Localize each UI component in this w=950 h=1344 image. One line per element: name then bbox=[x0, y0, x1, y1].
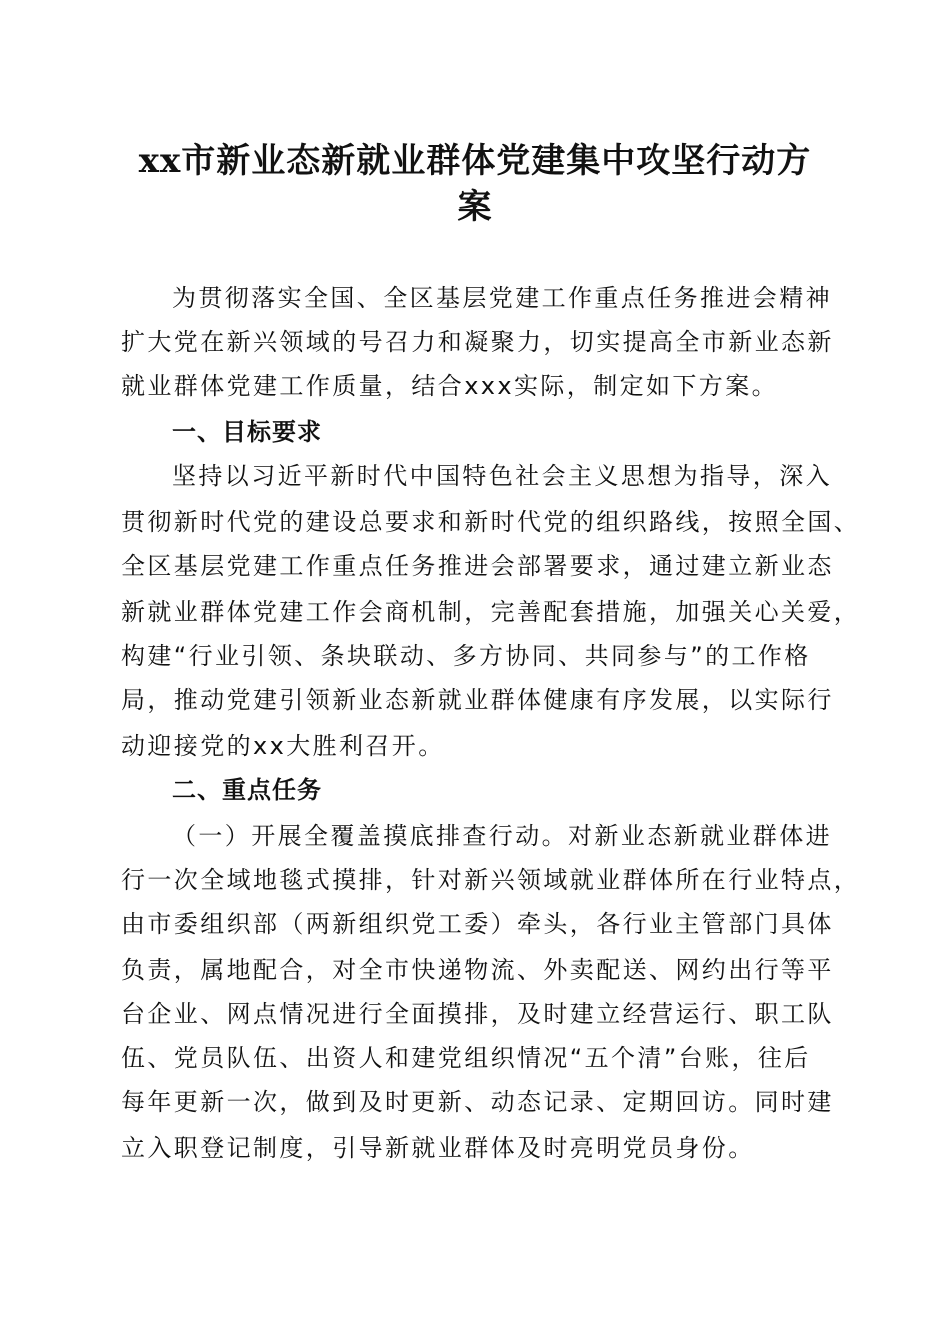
document-title-line-2: 案 bbox=[457, 187, 493, 227]
section2-line: 行一次全域地毯式摸排，针对新兴领域就业群体所在行业特点， bbox=[121, 866, 861, 894]
section2-line: 每年更新一次，做到及时更新、动态记录、定期回访。同时建 bbox=[121, 1088, 834, 1116]
intro-line: 扩大党在新兴领域的号召力和凝聚力，切实提高全市新业态新 bbox=[121, 328, 834, 356]
section1-line: 动迎接党的xx大胜利召开。 bbox=[121, 732, 445, 760]
section2-line: 立入职登记制度，引导新就业群体及时亮明党员身份。 bbox=[121, 1134, 755, 1162]
section2-line: 台企业、网点情况进行全面摸排，及时建立经营运行、职工队 bbox=[121, 1000, 834, 1028]
section1-line: 贯彻新时代党的建设总要求和新时代党的组织路线，按照全国、 bbox=[121, 508, 861, 536]
section2-line: 伍、党员队伍、出资人和建党组织情况“五个清”台账，往后 bbox=[121, 1044, 811, 1072]
section1-line: 构建“行业引领、条块联动、多方协同、共同参与”的工作格 bbox=[121, 642, 811, 670]
document-title-line-1: xx市新业态新就业群体党建集中攻坚行动方 bbox=[138, 141, 812, 181]
section-heading-goals: 一、目标要求 bbox=[172, 418, 322, 446]
section1-line: 新就业群体党建工作会商机制，完善配套措施，加强关心关爱， bbox=[121, 598, 861, 626]
section1-line: 全区基层党建工作重点任务推进会部署要求，通过建立新业态 bbox=[121, 552, 834, 580]
section2-line: （一）开展全覆盖摸底排查行动。对新业态新就业群体进 bbox=[172, 822, 832, 850]
section1-line: 坚持以习近平新时代中国特色社会主义思想为指导，深入 bbox=[172, 462, 832, 490]
section2-line: 由市委组织部（两新组织党工委）牵头，各行业主管部门具体 bbox=[121, 910, 834, 938]
section1-line: 局，推动党建引领新业态新就业群体健康有序发展，以实际行 bbox=[121, 686, 834, 714]
intro-line: 为贯彻落实全国、全区基层党建工作重点任务推进会精神 bbox=[172, 284, 832, 312]
section-heading-tasks: 二、重点任务 bbox=[172, 776, 322, 804]
intro-line: 就业群体党建工作质量，结合xxx实际，制定如下方案。 bbox=[121, 372, 779, 400]
section2-line: 负责，属地配合，对全市快递物流、外卖配送、网约出行等平 bbox=[121, 956, 834, 984]
